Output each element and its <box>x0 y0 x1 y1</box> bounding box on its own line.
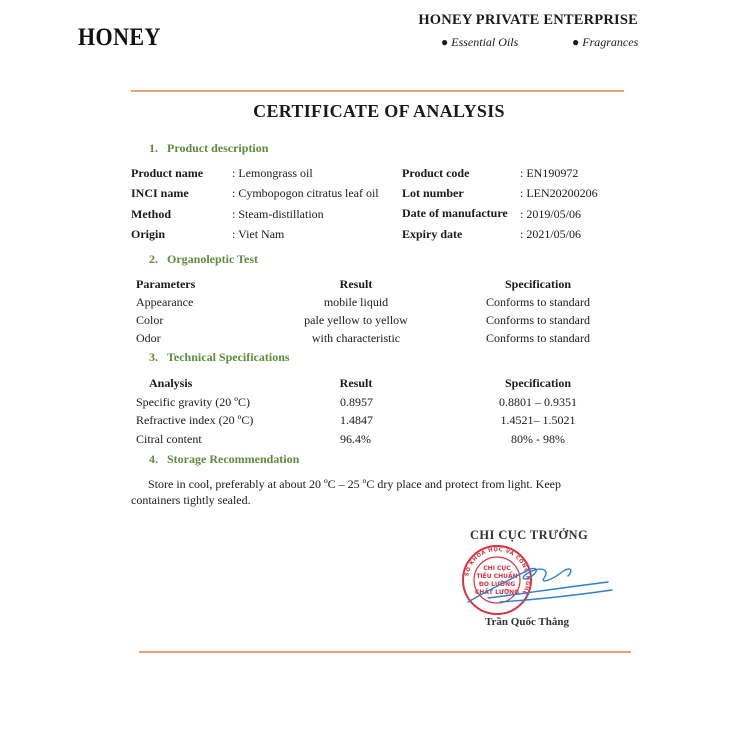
technical-header-specification: Specification <box>505 376 571 390</box>
technical-row-result: 0.8957 <box>340 395 373 409</box>
technical-row-specification: 80% - 98% <box>511 432 565 446</box>
product-code-label: Product code <box>402 166 470 180</box>
stamp-line: CHI CỤC <box>483 565 511 572</box>
organoleptic-row-specification: Conforms to standard <box>486 295 590 309</box>
organoleptic-row-result: mobile liquid <box>323 295 389 309</box>
section-title: Organoleptic Test <box>167 252 259 266</box>
organoleptic-row-specification: Conforms to standard <box>486 313 590 327</box>
method-value: : Steam-distillation <box>232 207 324 221</box>
section-number: 3. <box>149 350 158 364</box>
tagline-essential-oils: ● Essential Oils <box>441 35 519 49</box>
organoleptic-header-specification: Specification <box>505 277 571 291</box>
technical-row-analysis: Citral content <box>136 432 202 446</box>
lot-number-label: Lot number <box>402 186 464 200</box>
organoleptic-row-result: pale yellow to yellow <box>304 313 408 327</box>
storage-text: Store in cool, preferably at about 20 ºC – 25 ºC dry place and protect from light. Keep containers tightly sealed. <box>131 477 561 507</box>
origin-value: : Viet Nam <box>232 227 285 241</box>
document-title: CERTIFICATE OF ANALYSIS <box>253 101 505 121</box>
tagline-fragrances: ● Fragrances <box>572 35 639 49</box>
company-name: HONEY PRIVATE ENTERPRISE <box>418 12 638 28</box>
product-name-value: : Lemongrass oil <box>232 166 313 180</box>
expiry-date-value: : 2021/05/06 <box>520 227 582 241</box>
stamp-line: ĐO LƯỜNG <box>478 581 516 588</box>
section-number: 4. <box>149 452 158 466</box>
technical-row-analysis: Specific gravity (20 ºC) <box>136 395 251 409</box>
organoleptic-row-specification: Conforms to standard <box>486 331 590 345</box>
organoleptic-row-parameter: Appearance <box>136 295 194 309</box>
lot-number-value: : LEN20200206 <box>520 186 598 200</box>
technical-row-analysis: Refractive index (20 ºC) <box>136 413 254 427</box>
section-product-description <box>149 141 268 156</box>
inci-name-label: INCI name <box>131 186 189 200</box>
section-title: Product description <box>167 141 269 155</box>
section-title: Storage Recommendation <box>167 452 300 466</box>
organoleptic-row-parameter: Color <box>136 313 164 327</box>
technical-header-analysis: Analysis <box>149 376 193 390</box>
organoleptic-row-parameter: Odor <box>136 331 161 345</box>
section-number: 2. <box>149 252 158 266</box>
section-title: Technical Specifications <box>167 350 290 364</box>
footer-rule <box>139 651 631 653</box>
company-logo: HONEY <box>78 24 161 51</box>
stamp-ring-text: SỞ KHOA HỌC VÀ CÔNG NGHỆ <box>464 546 531 596</box>
section-organoleptic-test <box>149 252 258 267</box>
technical-row-specification: 1.4521– 1.5021 <box>500 413 576 427</box>
signatory-title: CHI CỤC TRƯỞNG <box>470 528 589 542</box>
origin-label: Origin <box>131 227 166 241</box>
technical-row-specification: 0.8801 – 0.9351 <box>499 395 577 409</box>
organoleptic-header-parameters: Parameters <box>136 277 196 291</box>
section-number: 1. <box>149 141 158 155</box>
section-technical-specifications <box>149 350 290 365</box>
manufacture-date-value: : 2019/05/06 <box>520 207 582 221</box>
method-label: Method <box>131 207 171 221</box>
signatory-name: Trần Quốc Thắng <box>485 616 569 628</box>
stamp-line: CHẤT LƯỢNG <box>474 589 520 596</box>
header-rule <box>131 90 624 92</box>
organoleptic-header-result: Result <box>339 277 373 291</box>
official-stamp <box>463 546 531 614</box>
product-name-label: Product name <box>131 166 204 180</box>
inci-name-value: : Cymbopogon citratus leaf oil <box>232 186 379 200</box>
organoleptic-row-result: with characteristic <box>311 331 401 345</box>
technical-row-result: 96.4% <box>340 432 371 446</box>
stamp-line: TIÊU CHUẨN <box>476 573 518 580</box>
technical-header-result: Result <box>339 376 373 390</box>
section-storage-recommendation <box>149 452 299 467</box>
expiry-date-label: Expiry date <box>402 227 463 241</box>
product-code-value: : EN190972 <box>520 166 579 180</box>
manufacture-date-label: Date of manufacture <box>402 206 508 220</box>
technical-row-result: 1.4847 <box>340 413 373 427</box>
